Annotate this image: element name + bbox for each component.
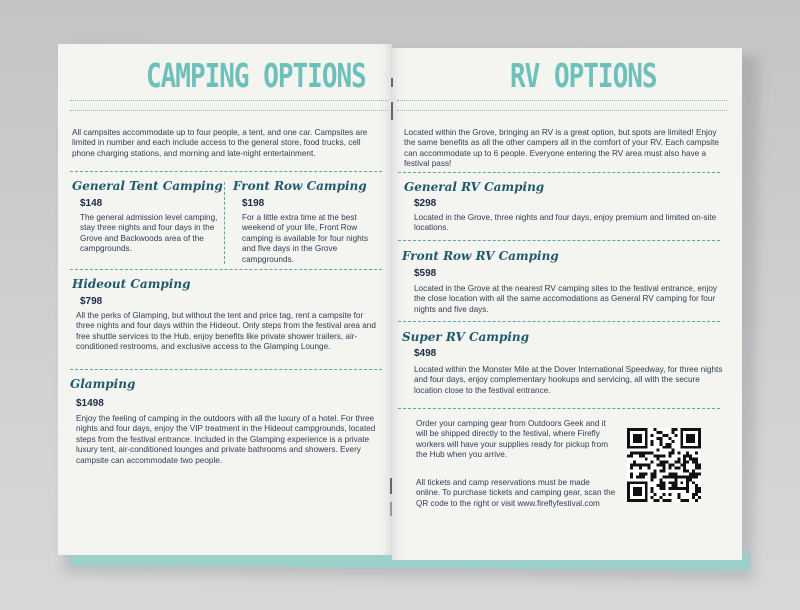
camping-intro: All campsites accommodate up to four people, a tent, and one car. Campsites are limited in number and each include access to the general store, food trucks, cell phone charging stations, and morning and late-night entertainment.: [72, 128, 368, 158]
rv-intro: Located within the Grove, bringing an RV is a great option, but spots are limited! Enjoy the same benefits as all the other campers all in the comfort of your RV. Each campsite can accommodate up to 6 people. Everyone entering the RV area must also have a festival pass!: [404, 128, 719, 169]
staple-bottom: [390, 478, 392, 494]
divider: [70, 171, 382, 172]
option-price: $598: [414, 268, 437, 279]
left-title-rule-top: [70, 100, 388, 101]
option-price: $298: [414, 198, 437, 209]
right-title-rule-bottom: [397, 110, 727, 111]
option-heading: Front Row RV Camping: [402, 249, 559, 263]
option-price: $148: [80, 198, 103, 209]
option-price: $1498: [76, 398, 104, 409]
gear-note: Order your camping gear from Outdoors Geek and it will be shipped directly to the festival, where Firefly workers will have your supplies ready for pickup from the Hub when you arrive.: [416, 419, 609, 460]
left-page: [58, 44, 392, 555]
option-price: $798: [80, 296, 103, 307]
option-heading: Super RV Camping: [402, 330, 530, 344]
right-page-title: RV OPTIONS: [510, 58, 657, 96]
option-heading: General Tent Camping: [72, 179, 223, 193]
option-description: Located in the Grove at the nearest RV camping sites to the festival entrance, enjoy the close location with all the same accomodations as General RV camping for four nights and five days.: [414, 284, 717, 314]
divider: [398, 240, 720, 241]
option-price: $498: [414, 348, 437, 359]
staple-bottom-2: [390, 502, 392, 516]
divider: [398, 172, 720, 173]
left-page-title: CAMPING OPTIONS: [146, 58, 366, 96]
left-title-rule-bottom: [70, 110, 388, 111]
divider: [398, 408, 720, 409]
option-description: All the perks of Glamping, but without the tent and price tag, rent a campsite for three nights and four days within the Hideout. Only steps from the festival area and free shuttle services to the Hub, enjoy benefits like private shower trailers, air-conditioned restrooms, and exclusive access to the Glamping Lounge.: [76, 311, 376, 352]
staple-top: [391, 78, 393, 87]
qr-code-icon[interactable]: [627, 428, 701, 502]
option-heading: Front Row Camping: [233, 179, 367, 193]
option-heading: Glamping: [70, 377, 136, 391]
divider: [398, 321, 720, 322]
option-description: Located in the Grove, three nights and four days, enjoy premium and limited on-site locations.: [414, 213, 717, 233]
column-divider: [224, 182, 225, 264]
option-heading: Hideout Camping: [72, 277, 191, 291]
right-title-rule-top: [397, 100, 727, 101]
option-price: $198: [242, 198, 265, 209]
divider: [70, 269, 382, 270]
staple-top-2: [391, 102, 393, 120]
option-description: Enjoy the feeling of camping in the outdoors with all the luxury of a hotel. For three nights and four days, enjoy the VIP treatment in the Hideout campgrounds, located steps from the festival entrance. Included in the Glamping experience is a private luxury tent, air-conditioned lounges and private bathrooms and showers. Every campsite can accommodate two people.: [76, 414, 376, 465]
divider: [70, 369, 382, 370]
option-heading: General RV Camping: [404, 180, 545, 194]
option-description: Located within the Monster Mile at the Dover International Speedway, for three nights and four days, enjoy complementary hookups and servicing, all with the secure location close to the festival entrance.: [414, 365, 723, 395]
option-description: For a little extra time at the best weekend of your life, Front Row camping is available for four nights and five days in the Grove campgrounds.: [242, 213, 369, 264]
tickets-note: All tickets and camp reservations must be made online. To purchase tickets and camping gear, scan the QR code to the right or visit www.fireflyfestival.com: [416, 478, 616, 508]
option-description: The general admission level camping, stay three nights and four days in the Grove and Backwoods area of the campgrounds.: [80, 213, 218, 254]
